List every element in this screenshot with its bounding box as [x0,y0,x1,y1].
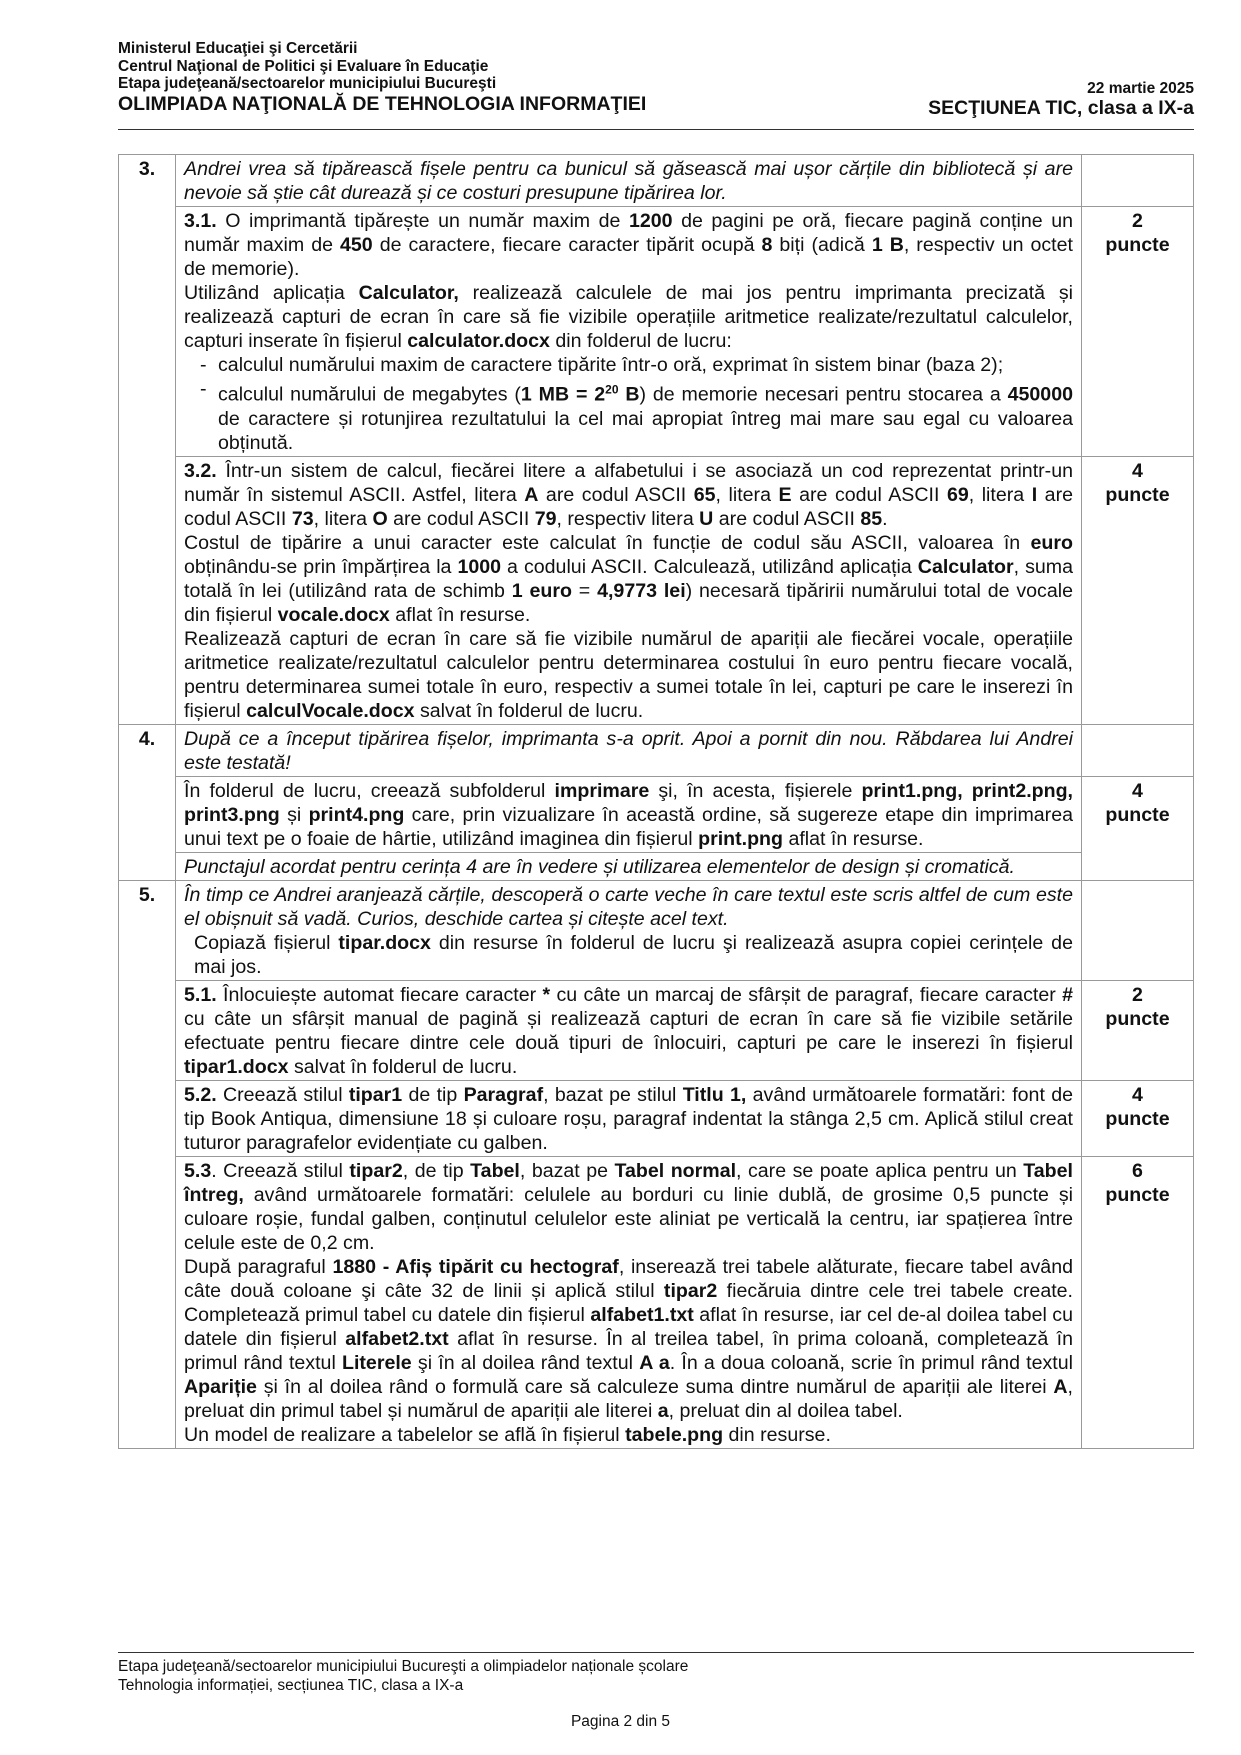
q3-1-list [184,353,1073,455]
q5-2-row [119,1080,1194,1156]
q5-intro-row [119,880,1194,980]
q5-1-text: 5.1. Înlocuiește automat fiecare caracter * cu câte un marcaj de sfârșit de paragraf, fiecare caracter # cu câte un sfârșit manual de pagină și realizează capturi de ecran în care să fie vizibile setările efectuate pentru fiecare dintre cele două tipuri de înlocuiri, capturi pe care le inserezi în fișierul tipar1.docx salvat în folderul de lucru. [176,980,1082,1080]
q4-task-row [119,776,1194,852]
q5-number: 5. [119,880,176,1448]
q4-note-row [119,852,1194,880]
q3-2-points: 4 puncte [1082,456,1194,724]
exam-date: 22 martie 2025 [1087,80,1194,97]
ministry-name: Ministerul Educaţiei şi Cercetării [118,40,358,57]
q3-1-points: 2 puncte [1082,207,1194,457]
q3-number: 3. [119,155,176,725]
q5-2-text: 5.2. Creează stilul tipar1 de tip Paragraf, bazat pe stilul Titlu 1, având următoarele formatări: font de tip Book Antiqua, dimensiune 18 și culoare roșu, paragraf indentat la stânga 2,5 cm. Aplică stilul creat tuturor paragrafelor evidențiate cu galben. [176,1080,1082,1156]
olympiad-title: OLIMPIADA NAŢIONALĂ DE TEHNOLOGIA INFORMAŢIEI [118,92,647,115]
footer-divider [118,1652,1194,1653]
q5-3-points: 6 puncte [1082,1156,1194,1448]
q5-3-row [119,1156,1194,1448]
q4-note: Punctajul acordat pentru cerința 4 are în vedere și utilizarea elementelor de design și cromatică. [176,852,1082,880]
q4-task: În folderul de lucru, creează subfolderul imprimare şi, în acesta, fișierele print1.png, print2.png, print3.png și print4.png care, prin vizualizare în această ordine, să sugereze etape din imprimarea unui text pe o foaie de hârtie, utilizând imaginea din fișierul print.png aflat în resurse. [176,776,1082,852]
center-name: Centrul Naţional de Politici şi Evaluare în Educaţie [118,57,489,75]
q5-3-text: 5.3. Creează stilul tipar2, de tip Tabel, bazat pe Tabel normal, care se poate aplica pentru un Tabel întreg, având următoarele formatări: celulele au borduri cu linie dublă, de grosime 0,5 puncte și culoare roșie, fundal galben, conținutul celulelor este aliniat pe verticală la centru, iar spațierea între celule este de 0,2 cm. După paragraful 1880 - Afiș tipărit cu hectograf, inserează trei tabele alăturate, fiecare tabel având câte două coloane şi câte 32 de linii și aplică stilul tipar2 fiecăruia dintre cele trei tabele create. Completează primul tabel cu datele din fișierul alfabet1.txt aflat în resurse, iar cel de-al doilea tabel cu datele din fișierul alfabet2.txt aflat în resurse. În al treilea tabel, în prima coloană, completează în primul rând textul Literele şi în al doilea rând textul A a. În a doua coloană, scrie în primul rând textul Apariție și în al doilea rând o formulă care să calculeze suma dintre numărul de apariții ale literei A, preluat din primul tabel și numărul de apariții ale literei a, preluat din al doilea tabel. Un model de realizare a tabelelor se află în fișierul tabele.png din resurse. [176,1156,1082,1448]
q5-1-row [119,980,1194,1080]
q5-1-points: 2 puncte [1082,980,1194,1080]
page-header [118,40,1194,119]
q3-1-text: 3.1. O imprimantă tipărește un număr maxim de 1200 de pagini pe oră, fiecare pagină conține un număr maxim de 450 de caractere, fiecare caracter tipărit ocupă 8 biți (adică 1 B, respectiv un octet de memorie). Utilizând aplicația Calculator, realizează calculele de mai jos pentru imprimanta precizată și realizează capturi de ecran în care să fie vizibile operațiile aritmetice realizate/rezultatul calculelor, capturi inserate în fișierul calculator.docx din folderul de lucru: - calculul numărului maxim de caractere tipărite într-o oră, exprimat în sistem binar (baza 2); - calculul numărului de megabytes (1 MB = $2^{20}$ B) de memorie necesari pentru stocarea a 450000 de caractere și rotunjirea rezultatului la cel mai apropiat întreg mai mare sau egal cu valoarea obținută. [176,207,1082,457]
stage-name: Etapa judeţeană/sectoarelor municipiului Bucureşti [118,75,497,92]
list-item: - calculul numărului de megabytes (1 MB = $2^{20}$ B) de memorie necesari pentru stocarea a 450000 de caractere și rotunjirea rezultatului la cel mai apropiat întreg mai mare sau egal cu valoarea obținută. [194,377,1073,455]
q5-2-points: 4 puncte [1082,1080,1194,1156]
list-item: - calculul numărului maxim de caractere tipărite într-o oră, exprimat în sistem binar (baza 2); [194,353,1073,377]
q3-1-row [119,207,1194,457]
header-divider [118,129,1194,130]
q4-intro-row [119,724,1194,776]
q5-intro: În timp ce Andrei aranjează cărțile, descoperă o carte veche în care textul este scris altfel de cum este el obișnuit să vadă. Curios, deschide cartea și citește acel text. Copiază fișierul tipar.docx din resurse în folderul de lucru şi realizează asupra copiei cerințele de mai jos. [176,880,1082,980]
footer-subject: Tehnologia informației, secțiunea TIC, clasa a IX-a [118,1677,464,1694]
q3-2-row [119,456,1194,724]
page-number: Pagina 2 din 5 [570,1713,671,1730]
problems-table [118,154,1194,1449]
footer-stage: Etapa judeţeană/sectoarelor municipiului Bucureşti a olimpiadelor naționale școlare [118,1658,689,1675]
page-footer [118,1657,1194,1695]
section-title: SECŢIUNEA TIC, clasa a IX-a [928,97,1194,119]
q4-number: 4. [119,724,176,880]
q3-intro-row [119,155,1194,207]
q4-points: 4 puncte [1082,776,1194,880]
q3-intro: Andrei vrea să tipărească fișele pentru ca bunicul să găsească mai ușor cărțile din bibliotecă și are nevoie să știe cât durează și ce costuri presupune tipărirea lor. [176,155,1082,207]
q4-intro: După ce a început tipărirea fișelor, imprimanta s-a oprit. Apoi a pornit din nou. Răbdarea lui Andrei este testată! [176,724,1082,776]
q3-2-text: 3.2. Într-un sistem de calcul, fiecărei litere a alfabetului i se asociază un cod reprezentat printr-un număr în sistemul ASCII. Astfel, litera A are codul ASCII 65, litera E are codul ASCII 69, litera I are codul ASCII 73, litera O are codul ASCII 79, respectiv litera U are codul ASCII 85. Costul de tipărire a unui caracter este calculat în funcție de codul său ASCII, valoarea în euro obținându-se prin împărțirea la 1000 a codului ASCII. Calculează, utilizând aplicația Calculator, suma totală în lei (utilizând rata de schimb 1 euro = 4,9773 lei) necesară tipăririi numărului total de vocale din fișierul vocale.docx aflat în resurse. Realizează capturi de ecran în care să fie vizibile numărul de apariții ale fiecărei vocale, operațiile aritmetice realizate/rezultatul calculelor pentru determinarea costului în euro pentru fiecare vocală, pentru determinarea sumei totale în euro, respectiv a sumei totale în lei, capturi pe care le inserezi în fișierul calculVocale.docx salvat în folderul de lucru. [176,456,1082,724]
